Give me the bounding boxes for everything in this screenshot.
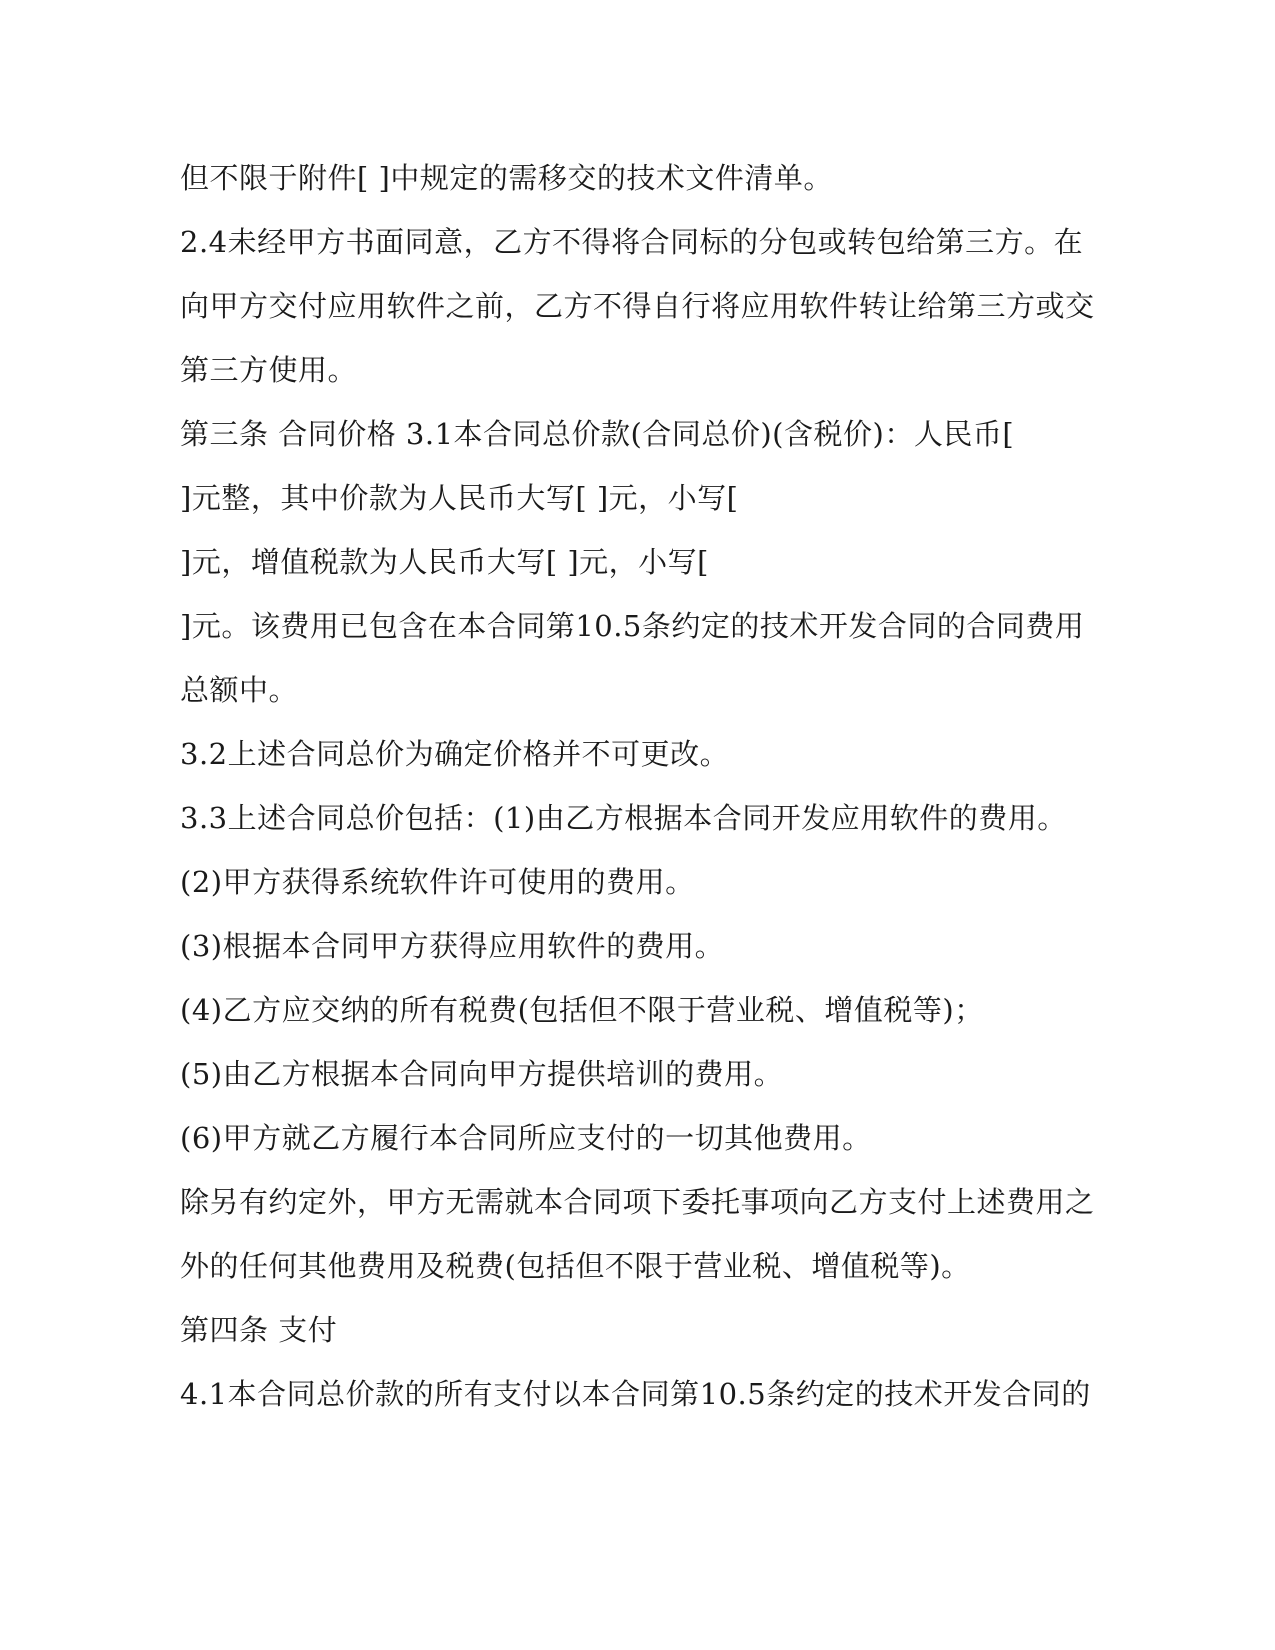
text-line: 除另有约定外，甲方无需就本合同项下委托事项向乙方支付上述费用之: [180, 1185, 1095, 1219]
text-line: 4.1本合同总价款的所有支付以本合同第10.5条约定的技术开发合同的: [180, 1377, 1091, 1411]
text-line: 3.2上述合同总价为确定价格并不可更改。: [180, 737, 730, 771]
text-line: 第三方使用。: [180, 353, 358, 387]
text-line: ]元整，其中价款为人民币大写[ ]元，小写[: [180, 481, 739, 515]
list-item: (4)乙方应交纳的所有税费(包括但不限于营业税、增值税等)；: [180, 993, 984, 1027]
text-line: 外的任何其他费用及税费(包括但不限于营业税、增值税等)。: [180, 1249, 971, 1283]
text-line: 总额中。: [180, 673, 299, 707]
list-item: (2)甲方获得系统软件许可使用的费用。: [180, 865, 695, 899]
text-line: 但不限于附件[ ]中规定的需移交的技术文件清单。: [180, 161, 833, 195]
text-line: 3.3上述合同总价包括：(1)由乙方根据本合同开发应用软件的费用。: [180, 801, 1067, 835]
list-item: (6)甲方就乙方履行本合同所应支付的一切其他费用。: [180, 1121, 872, 1155]
section-heading-article-4: 第四条 支付: [180, 1313, 338, 1347]
text-line: ]元。该费用已包含在本合同第10.5条约定的技术开发合同的合同费用: [180, 609, 1085, 643]
text-line: ]元，增值税款为人民币大写[ ]元，小写[: [180, 545, 709, 579]
contract-body-text: [180, 155, 1095, 1435]
text-line: 向甲方交付应用软件之前，乙方不得自行将应用软件转让给第三方或交: [180, 289, 1095, 323]
text-line: 2.4未经甲方书面同意，乙方不得将合同标的分包或转包给第三方。在: [180, 225, 1084, 259]
section-heading-article-3: 第三条 合同价格 3.1本合同总价款(合同总价)(含税价)：人民币[: [180, 417, 1015, 451]
list-item: (3)根据本合同甲方获得应用软件的费用。: [180, 929, 725, 963]
list-item: (5)由乙方根据本合同向甲方提供培训的费用。: [180, 1057, 784, 1091]
